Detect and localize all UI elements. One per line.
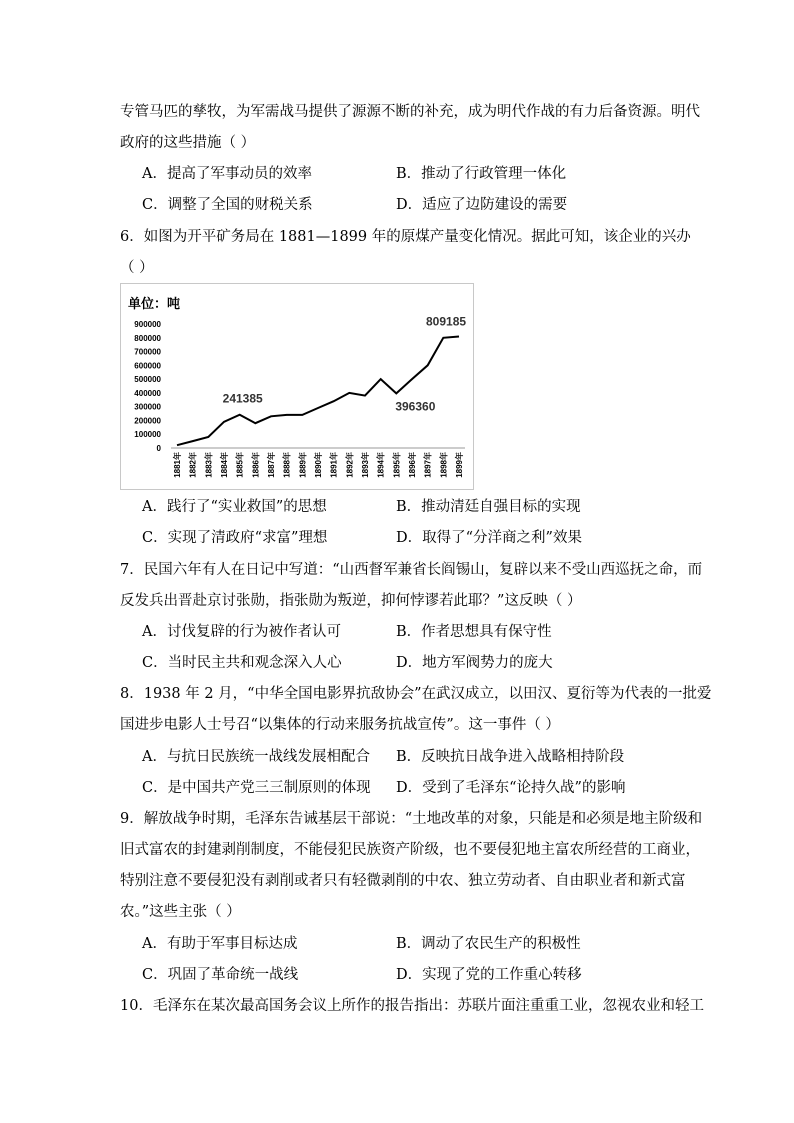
y-tick-label: 200000 [134, 416, 161, 426]
q5-option-d: D．适应了边防建设的需要 [396, 197, 568, 213]
q7-option-c: C．当时民主共和观念深入人心 [142, 655, 342, 671]
x-tick-label: 1889年 [298, 452, 308, 478]
coal-output-chart [120, 283, 474, 490]
x-tick-label: 1894年 [376, 452, 386, 478]
y-tick-label: 100000 [134, 430, 161, 440]
q8-option-d: D．受到了毛泽东“论持久战”的影响 [396, 780, 626, 796]
x-tick-label: 1888年 [282, 452, 292, 478]
question-6-paren: （ ） [120, 260, 154, 276]
q8-option-b: B．反映抗日战争进入战略相持阶段 [396, 749, 625, 765]
annotation-1895: 396360 [395, 399, 436, 414]
question-5-stem-line-1: 专管马匹的孳牧，为军需战马提供了源源不断的补充，成为明代作战的有力后备资源。明代 [120, 104, 700, 120]
q8-option-a: A．与抗日民族统一战线发展相配合 [142, 749, 370, 765]
question-5-stem-line-2: 政府的这些措施（ ） [120, 135, 256, 151]
y-tick-label: 300000 [134, 402, 161, 412]
x-tick-label: 1899年 [455, 452, 464, 478]
annotation-1885: 241385 [222, 391, 263, 406]
y-tick-label: 700000 [134, 347, 161, 357]
series-line [177, 337, 459, 446]
question-6-stem: 6．如图为开平矿务局在 1881—1899 年的原煤产量变化情况。据此可知，该企业的兴办 [120, 229, 691, 245]
annotation-1899: 809185 [426, 314, 467, 329]
x-tick-label: 1890年 [314, 452, 323, 478]
y-tick-label: 900000 [134, 320, 161, 329]
q7-option-b: B．作者思想具有保守性 [396, 624, 552, 640]
question-9-stem-line-2: 旧式富农的封建剥削制度，不能侵犯民族资产阶级，也不要侵犯地主富农所经营的工商业， [120, 842, 700, 858]
q9-option-a: A．有助于军事目标达成 [142, 936, 298, 952]
question-10-stem-line-1: 10．毛泽东在某次最高国务会议上所作的报告指出：苏联片面注重重工业，忽视农业和轻工 [120, 998, 704, 1014]
q9-option-b: B．调动了农民生产的积极性 [396, 936, 581, 952]
q5-option-a: A．提高了军事动员的效率 [142, 166, 312, 182]
q6-option-a: A．践行了“实业救国”的思想 [142, 499, 327, 515]
x-tick-label: 1882年 [188, 452, 198, 478]
q5-option-b: B．推动了行政管理一体化 [396, 166, 567, 182]
q8-option-c: C．是中国共产党三三制原则的体现 [142, 780, 371, 796]
x-tick-label: 1884年 [220, 452, 229, 478]
x-tick-label: 1892年 [345, 452, 355, 478]
x-tick-label: 1887年 [267, 452, 276, 478]
x-tick-label: 1891年 [329, 452, 339, 478]
chart-title: 单位：吨 [128, 296, 181, 311]
y-tick-label: 800000 [134, 333, 161, 343]
coal-output-chart-svg [121, 284, 473, 489]
question-7-stem-line-2: 反发兵出晋赴京讨张勋，指张勋为叛逆，抑何悖谬若此耶？”这反映（ ） [120, 593, 582, 609]
q9-option-c: C．巩固了革命统一战线 [142, 967, 299, 983]
question-9-stem-line-3: 特别注意不要侵犯没有剥削或者只有轻微剥削的中农、独立劳动者、自由职业者和新式富 [120, 873, 686, 889]
x-tick-label: 1885年 [235, 452, 245, 478]
x-tick-label: 1895年 [392, 452, 402, 478]
q5-option-c: C．调整了全国的财税关系 [142, 197, 313, 213]
question-8-stem-line-1: 8．1938 年 2 月，“中华全国电影界抗敌协会”在武汉成立，以田汉、夏衍等为代表的一批爱 [120, 686, 712, 702]
x-tick-label: 1886年 [251, 452, 261, 478]
x-tick-label: 1896年 [408, 452, 417, 478]
question-9-stem-line-4: 农。”这些主张（ ） [120, 904, 241, 920]
q6-option-d: D．取得了“分洋商之利”效果 [396, 530, 582, 546]
question-8-stem-line-2: 国进步电影人士号召“以集体的行动来服务抗战宣传”。这一事件（ ） [120, 717, 560, 733]
x-tick-label: 1883年 [204, 452, 214, 478]
y-tick-label: 500000 [134, 375, 161, 385]
x-tick-label: 1898年 [439, 452, 449, 478]
q9-option-d: D．实现了党的工作重心转移 [396, 967, 582, 983]
question-9-stem-line-1: 9．解放战争时期，毛泽东告诫基层干部说：“土地改革的对象，只能是和必须是地主阶级和 [120, 811, 703, 827]
q7-option-a: A．讨伐复辟的行为被作者认可 [142, 624, 341, 640]
q7-option-d: D．地方军阀势力的庞大 [396, 655, 553, 671]
y-tick-label: 400000 [134, 388, 161, 398]
question-7-stem-line-1: 7．民国六年有人在日记中写道：“山西督军兼省长阎锡山，复辟以来不受山西巡抚之命，而 [120, 562, 703, 578]
x-tick-label: 1881年 [173, 452, 182, 478]
x-tick-label: 1897年 [423, 452, 433, 478]
y-tick-label: 0 [156, 444, 161, 453]
y-tick-label: 600000 [134, 361, 161, 371]
q6-option-c: C．实现了清政府“求富”理想 [142, 530, 328, 546]
x-tick-label: 1893年 [361, 452, 370, 478]
q6-option-b: B．推动清廷自强目标的实现 [396, 499, 581, 515]
